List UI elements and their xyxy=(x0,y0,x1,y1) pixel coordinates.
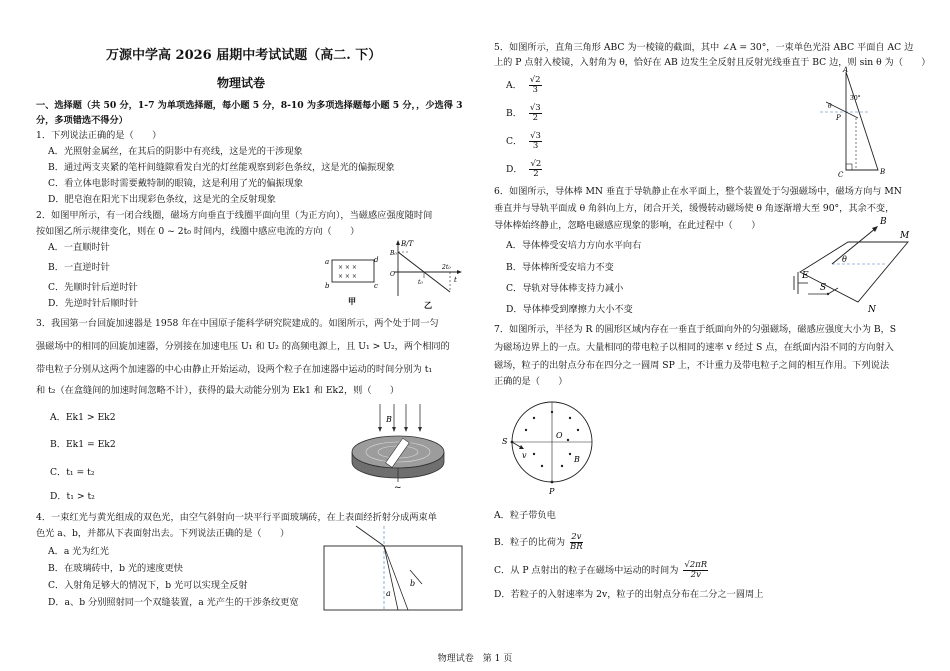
q6-fig-e: E xyxy=(802,271,809,281)
exam-title: 万源中学高 2026 届期中考试试题（高二. 下） xyxy=(106,48,382,63)
q2-fig-c: c xyxy=(374,282,378,290)
q6-option-b: B．导体棒所受安培力不变 xyxy=(506,262,614,273)
q6-stem-line1: 6．如图所示，导体棒 MN 垂直于导轨静止在水平面上，整个装置处于匀强磁场中，磁场方向与 MN xyxy=(494,186,902,197)
q1-option-c: C．看立体电影时需要戴特制的眼镜，这是利用了光的偏振现象 xyxy=(48,178,304,189)
q6-fig-m: M xyxy=(900,231,910,241)
q3-stem-line3: 带电粒子分别从这两个加速器的中心由静止开始运动，设两个粒子在加速器中运动的时间分别为 t₁ xyxy=(36,364,433,375)
section-heading-line1: 一、选择题（共 50 分，1-7 为单项选择题，每小题 5 分，8-10 为多项选择题每小题 5 分，，少选得 3 xyxy=(36,100,463,111)
q2-fig-b: b xyxy=(325,282,330,290)
q5-option-b xyxy=(506,104,542,123)
q2-option-b: B．一直逆时针 xyxy=(48,262,110,273)
q1-option-d: D．肥皂泡在阳光下出现彩色条纹，这是光的全反射现象 xyxy=(48,194,276,205)
q6-option-d: D．导体棒受到摩擦力大小不变 xyxy=(506,304,633,315)
q7-c-den: 2v xyxy=(690,569,701,580)
exam-subtitle: 物理试卷 xyxy=(217,76,266,90)
svg-text:× × ×: × × × xyxy=(338,264,357,271)
svg-text:× × ×: × × × xyxy=(338,273,357,280)
q3-cyclotron-figure xyxy=(340,402,446,492)
q2-stem-line2: 按如图乙所示规律变化，则在 0 ~ 2t₀ 时间内，线圈中感应电流的方向（ ） xyxy=(36,226,360,237)
q6-fig-s: S xyxy=(820,283,827,293)
q5-d-den: 2 xyxy=(533,168,539,179)
q2-fig-d: d xyxy=(374,256,379,264)
q2-fig-a: a xyxy=(325,258,330,266)
q5-c-fraction xyxy=(529,132,542,151)
q4-fig-a: a xyxy=(386,589,391,598)
q3-option-a: A．Ek1 > Ek2 xyxy=(50,412,116,423)
q7-c-fraction xyxy=(683,561,708,580)
q2-option-c: C．先顺时针后逆时针 xyxy=(48,282,138,293)
q5-stem-line2: 上的 P 点射入棱镜，入射角为 θ，恰好在 AB 边发生全反射且反射光线垂直于 BC 边，则 sin θ 为（ ） xyxy=(494,57,931,68)
q7-fig-b: B xyxy=(574,455,580,464)
q6-option-c: C．导轨对导体棒支持力减小 xyxy=(506,283,624,294)
q6-option-a: A．导体棒受安培力方向水平向右 xyxy=(506,240,642,251)
q7-b-den: BR xyxy=(570,541,583,552)
q5-d-fraction xyxy=(529,160,542,179)
q2-option-d: D．先逆时针后顺时针 xyxy=(48,298,139,309)
q4-option-d: D．a、b 分别照射同一个双缝装置，a 光产生的干涉条纹更宽 xyxy=(48,597,299,608)
q7-option-d: D．若粒子的入射速率为 2v，粒子的出射点分布在二分之一圆周上 xyxy=(494,589,764,600)
q7-b-num: 2v xyxy=(571,532,582,542)
q5-b-den: 2 xyxy=(532,112,538,123)
q5-stem-line1: 5．如图所示，直角三角形 ABC 为一棱镜的截面，其中 ∠A = 30°，一束单色光沿 ABC 平面自 AC 边 xyxy=(494,42,914,53)
q6-fig-theta: θ xyxy=(842,255,847,264)
q1-stem: 1．下列说法正确的是（ ） xyxy=(36,130,162,141)
q5-a-den: 3 xyxy=(532,84,538,95)
q4-option-b: B．在玻璃砖中，b 光的速度更快 xyxy=(48,563,183,574)
q6-rails-figure xyxy=(788,214,914,314)
section-heading-line2: 分，多项错选不得分） xyxy=(36,115,128,126)
q7-b-label: B．粒子的比荷为 xyxy=(494,536,566,548)
q3-fig-tilde: ~ xyxy=(394,483,402,492)
q5-d-label: D． xyxy=(506,163,523,175)
q5-c-label: C． xyxy=(506,135,523,147)
q7-stem-line2: 为磁场边界上的一点。大量相同的带电粒子以相同的速率 v 经过 S 点，在纸面内沿不同的方向射入 xyxy=(494,342,894,353)
q2-option-a: A．一直顺时针 xyxy=(48,242,110,253)
q5-option-d xyxy=(506,160,542,179)
q3-option-b: B．Ek1 = Ek2 xyxy=(50,439,116,450)
q5-a-num: √2 xyxy=(529,75,541,85)
q5-option-a xyxy=(506,76,542,95)
q7-option-b xyxy=(494,533,583,552)
q2-figure-jia xyxy=(324,254,384,310)
q4-option-a: A．a 光为红光 xyxy=(48,546,109,557)
q2-fig-o: O xyxy=(390,271,395,278)
q2-fig-2t0: 2t₀ xyxy=(442,264,451,271)
q2-fig-t0: t₀ xyxy=(418,279,423,286)
q7-fig-o: O xyxy=(556,431,563,440)
q5-a-label: A． xyxy=(506,79,522,91)
q7-circle-figure xyxy=(498,388,598,498)
q6-fig-n: N xyxy=(868,305,876,314)
q3-fig-b: B xyxy=(386,415,392,424)
q4-option-c: C．入射角足够大的情况下，b 光可以实现全反射 xyxy=(48,580,248,591)
q7-stem-line4: 正确的是（ ） xyxy=(494,376,568,387)
q6-fig-b: B xyxy=(880,217,887,227)
q7-b-fraction xyxy=(570,533,583,552)
q7-stem-line3: 磁场，粒子的出射点分布在四分之一圆周 SP 上，不计重力及带电粒子之间的相互作用。下列说法 xyxy=(494,360,890,371)
q5-b-num: √3 xyxy=(529,103,541,113)
q5-b-label: B． xyxy=(506,107,522,119)
q5-fig-theta: θ xyxy=(828,103,832,110)
q5-c-num: √3 xyxy=(530,131,541,141)
q2-fig-t-axis: t xyxy=(454,276,457,284)
page-footer: 物理试卷 第 1 页 xyxy=(437,654,513,664)
q5-option-c xyxy=(506,132,542,151)
q4-glass-slab-figure xyxy=(318,524,468,614)
q5-d-num: √2 xyxy=(530,159,542,169)
q2-fig-b0: B₀ xyxy=(390,250,397,257)
q5-fig-c: C xyxy=(838,171,844,178)
q6-stem-line2: 垂直并与导轨平面成 θ 角斜向上方，闭合开关，缓慢转动磁场使 θ 角逐渐增大至 90°，其余不变， xyxy=(494,203,895,214)
q5-b-fraction xyxy=(529,104,542,123)
q5-fig-30: 30° xyxy=(850,95,861,102)
q3-stem-line4: 和 t₂（在盒缝间的加速时间忽略不计），获得的最大动能分别为 Ek1 和 Ek2，则（ ） xyxy=(36,385,400,396)
q7-stem-line1: 7．如图所示，半径为 R 的圆形区域内存在一垂直于纸面向外的匀强磁场，磁感应强度大小为 B，S xyxy=(494,324,897,335)
q4-stem-line1: 4．一束红光与黄光组成的双色光，由空气斜射向一块平行平面玻璃砖，在上表面经折射分成两束单 xyxy=(36,512,437,523)
q7-c-label: C．从 P 点射出的粒子在磁场中运动的时间为 xyxy=(494,564,679,576)
q2-fig-b-axis: B/T xyxy=(401,240,414,248)
q4-stem-line2: 色光 a、b，并都从下表面射出去。下列说法正确的是（ ） xyxy=(36,528,290,539)
q2-fig-jia-label: 甲 xyxy=(348,296,356,306)
q7-option-c xyxy=(494,561,708,580)
q7-option-a: A．粒子带负电 xyxy=(494,510,556,521)
q1-option-b: B．通过两支夹紧的笔杆间缝隙看发白光的灯丝能观察到彩色条纹，这是光的偏振现象 xyxy=(48,162,395,173)
q7-fig-v: v xyxy=(522,451,527,460)
q3-stem-line2: 强磁场中的相同的回旋加速器，分别接在加速电压 U₁ 和 U₂ 的高频电源上，且 U₁ > U₂，两个相同的 xyxy=(36,341,450,352)
q3-option-d: D．t₁ > t₂ xyxy=(50,491,95,502)
q5-fig-b: B xyxy=(880,168,886,176)
q5-prism-figure xyxy=(812,66,892,178)
q2-figure-yi xyxy=(390,238,464,312)
q5-fig-a: A xyxy=(843,66,849,74)
q2-stem-line1: 2．如图甲所示，有一闭合线圈，磁场方向垂直于线圈平面向里（为正方向），当磁感应强度随时间 xyxy=(36,210,433,221)
q7-fig-s: S xyxy=(502,437,508,446)
q5-a-fraction xyxy=(529,76,542,95)
q3-option-c: C．t₁ = t₂ xyxy=(50,467,95,478)
q2-fig-yi-label: 乙 xyxy=(424,300,432,310)
q7-c-num: √2πR xyxy=(684,560,708,570)
q5-fig-p: P xyxy=(836,114,841,122)
q7-fig-p: P xyxy=(549,487,555,496)
q3-stem-line1: 3．我国第一台回旋加速器是 1958 年在中国原子能科学研究院建成的。如图所示，两个处于同一匀 xyxy=(36,318,439,329)
q5-c-den: 3 xyxy=(532,140,539,151)
q6-stem-line3: 导体棒始终静止，忽略电磁感应现象的影响，在此过程中（ ） xyxy=(494,220,761,231)
q4-fig-b: b xyxy=(410,579,416,588)
q1-option-a: A．光照射金属丝，在其后的阴影中有亮线，这是光的干涉现象 xyxy=(48,146,303,157)
